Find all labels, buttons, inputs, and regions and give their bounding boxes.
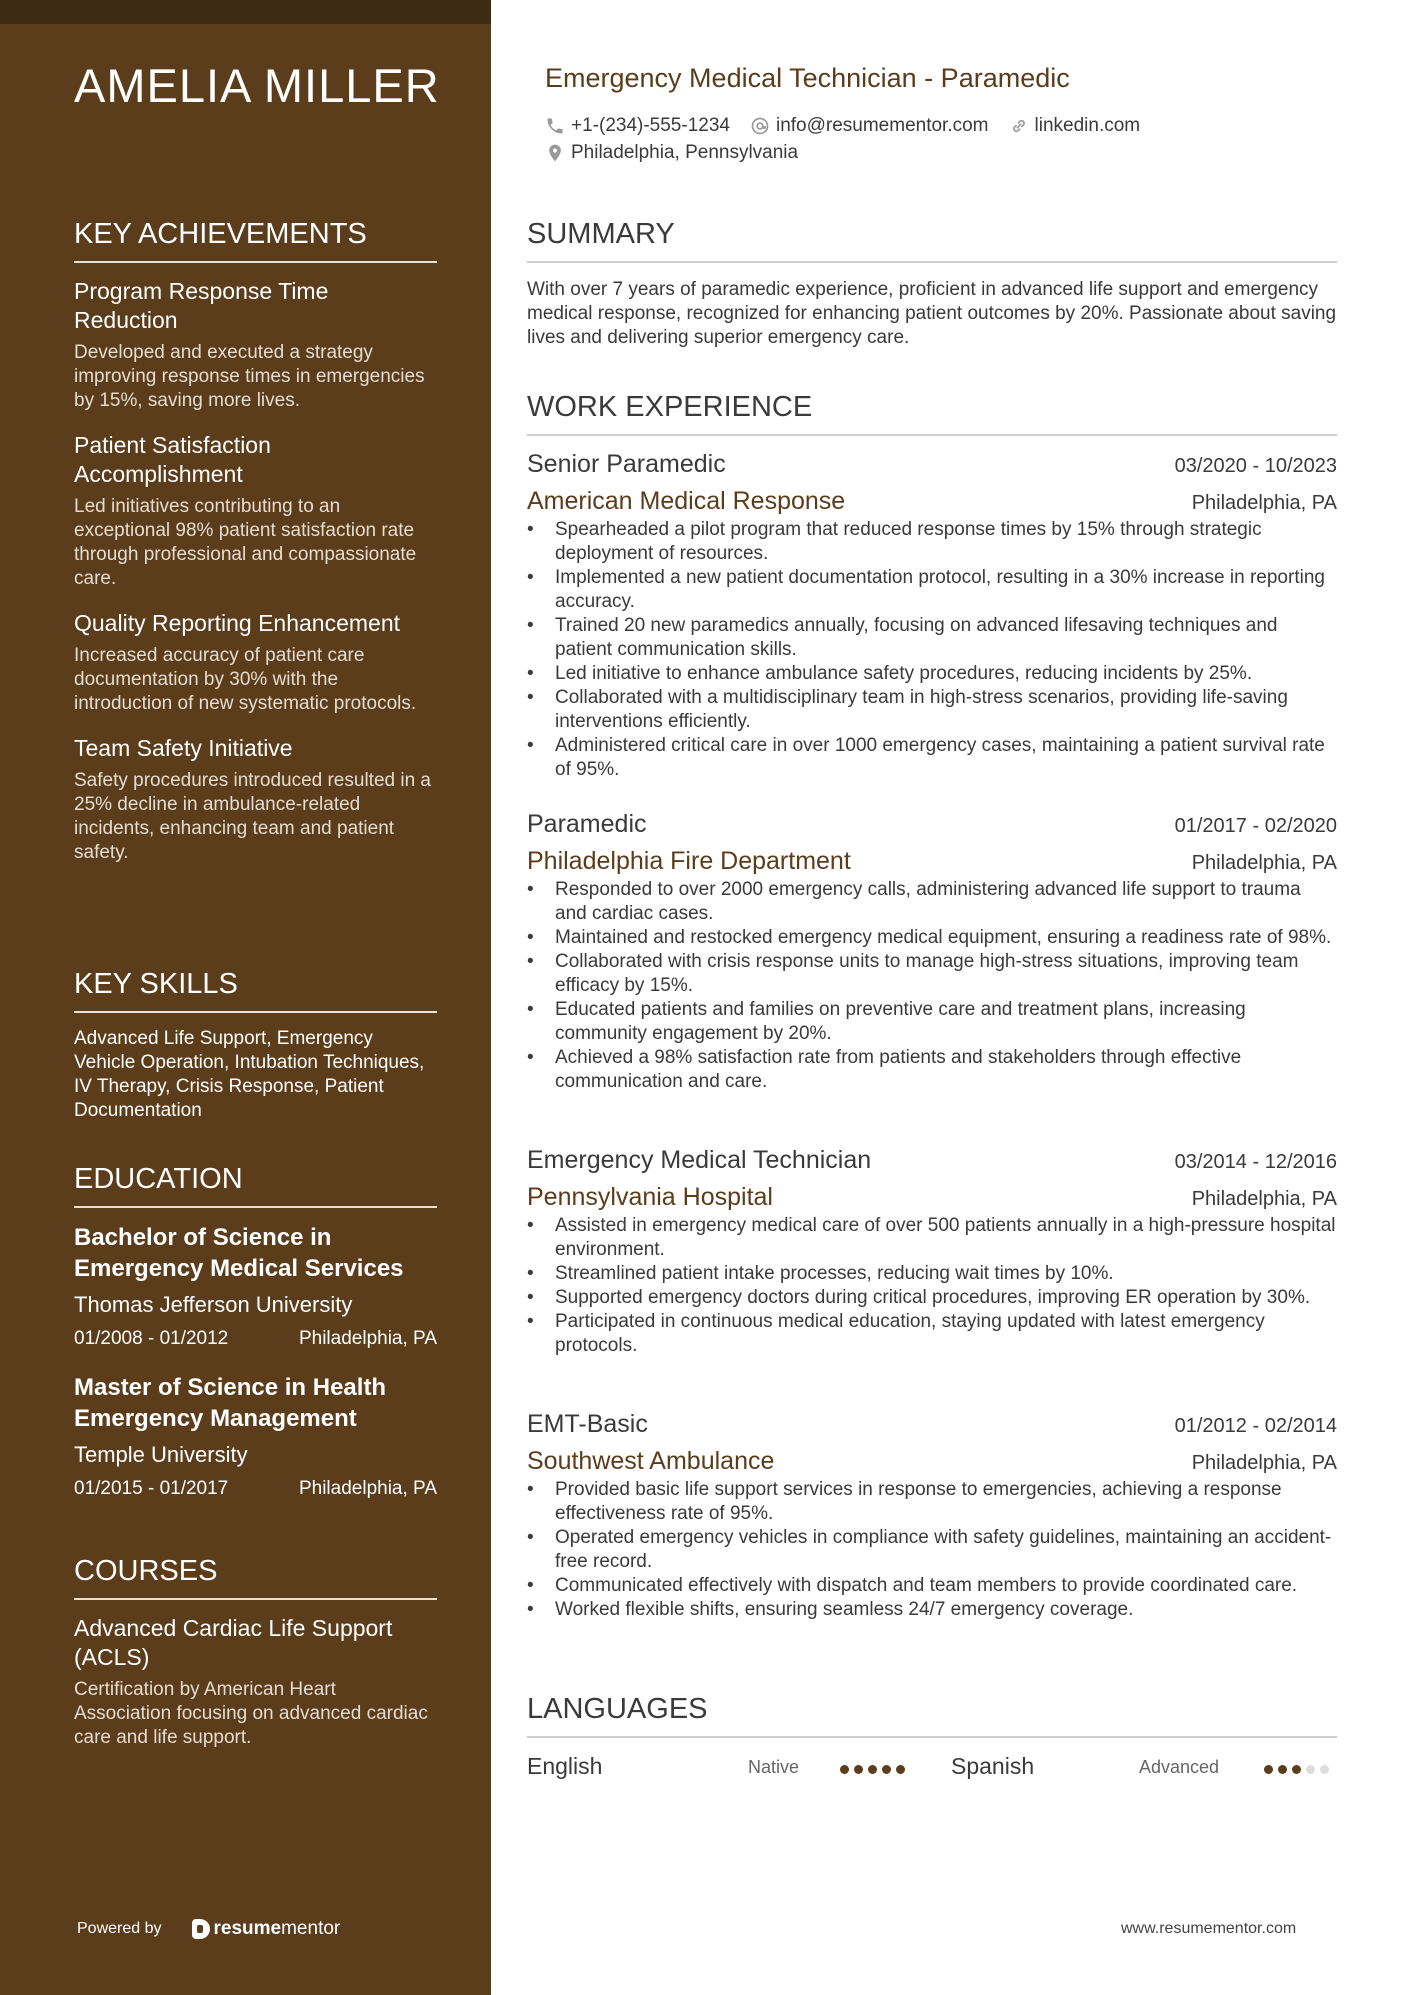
job-bullets [527,1214,1337,1358]
education-item [74,1222,437,1350]
language-level: Advanced [1139,1757,1220,1777]
brand-name-rest: mentor [281,1918,341,1939]
job-dates: 03/2020 - 10/2023 [1174,455,1337,477]
achievement-desc: Developed and executed a strategy improving response times in emergencies by 15%, saving more lives. [74,342,425,411]
achievement-item [74,609,437,716]
education-degree: Bachelor of Science in Emergency Medical Services [74,1224,404,1282]
language-name: Spanish [951,1753,1035,1779]
rating-dot-filled [882,1765,891,1774]
job-bullet: • Collaborated with a multidisciplinary team in high-stress scenarios, providing life-saving interventions efficiently. [527,686,1337,734]
job-location: Philadelphia, PA [1191,1452,1337,1474]
job-location: Philadelphia, PA [1191,492,1337,514]
at-sign-icon [750,116,770,136]
job-bullet: • Led initiative to enhance ambulance safety procedures, reducing incidents by 25%. [527,662,1337,686]
job-bullet: • Achieved a 98% satisfaction rate from patients and stakeholders through effective communication and care. [527,1046,1337,1094]
brand-logo [192,1918,341,1940]
job-bullets [527,518,1337,782]
skills-section [74,968,437,1123]
phone-text: +1-(234)-555-1234 [571,114,730,136]
location-text: Philadelphia, Pennsylvania [571,141,799,163]
footer-url[interactable]: www.resumementor.com [1121,1920,1297,1937]
job-dates: 01/2017 - 02/2020 [1174,815,1337,837]
rating-dot-filled [840,1765,849,1774]
achievement-desc: Safety procedures introduced resulted in a 25% decline in ambulance-related incidents, enhancing team and patient safety. [74,770,431,863]
education-section [74,1163,437,1522]
skills-heading: KEY SKILLS [74,968,437,1013]
education-school: Thomas Jefferson University [74,1292,353,1317]
linkedin-text[interactable]: linkedin.com [1034,114,1141,136]
rating-dot-filled [868,1765,877,1774]
job-role: Paramedic [527,810,647,838]
job-bullet: • Trained 20 new paramedics annually, focusing on advanced lifesaving techniques and patient communication skills. [527,614,1337,662]
achievement-title: Quality Reporting Enhancement [74,610,401,636]
email-text[interactable]: info@resumementor.com [775,114,989,136]
education-location: Philadelphia, PA [298,1478,437,1499]
sidebar [0,0,491,1995]
achievements-section [74,218,437,883]
job-bullet: • Educated patients and families on preventive care and treatment plans, increasing community engagement by 20%. [527,998,1337,1046]
rating-dot-filled [1278,1765,1287,1774]
job-bullet: • Implemented a new patient documentation protocol, resulting in a 30% increase in reporting accuracy. [527,566,1337,614]
contact-info [545,112,1160,166]
languages-heading: LANGUAGES [527,1693,1337,1738]
job-bullet: • Supported emergency doctors during critical procedures, improving ER operation by 30%. [527,1286,1337,1310]
job-bullets [527,878,1337,1094]
achievement-item [74,431,437,591]
course-desc: Certification by American Heart Association focusing on advanced cardiac care and life support. [74,1679,428,1748]
education-item [74,1372,437,1500]
language-name: English [527,1753,603,1779]
summary-heading: SUMMARY [527,218,1337,263]
brand-name-bold: resume [213,1918,282,1939]
experience-item [527,1146,1337,1358]
phone-icon [545,116,565,136]
location-pin-icon [545,143,565,163]
achievement-desc: Increased accuracy of patient care documentation by 30% with the introduction of new systematic protocols. [74,645,417,714]
sidebar-top-band [0,0,491,24]
achievement-desc: Led initiatives contributing to an exceptional 98% patient satisfaction rate through professional and compassionate care. [74,496,417,589]
job-bullets [527,1478,1337,1622]
contact-email[interactable] [750,115,989,137]
job-title: Emergency Medical Technician - Paramedic [545,63,1070,93]
rating-dot-filled [896,1765,905,1774]
summary-text: With over 7 years of paramedic experience, proficient in advanced life support and emergency medical response, recognized for enhancing patient outcomes by 20%. Passionate about saving lives and delivering superior emergency care. [527,279,1337,348]
job-company: Philadelphia Fire Department [527,847,851,875]
job-bullet: • Collaborated with crisis response units to manage high-stress situations, improving team efficacy by 15%. [527,950,1337,998]
link-icon [1009,116,1029,136]
job-bullet: • Streamlined patient intake processes, reducing wait times by 10%. [527,1262,1337,1286]
achievement-item [74,734,437,865]
job-bullet: • Participated in continuous medical education, staying updated with latest emergency protocols. [527,1310,1337,1358]
job-role: Senior Paramedic [527,450,726,478]
experience-item [527,450,1337,782]
course-item [74,1614,437,1750]
job-company: Southwest Ambulance [527,1447,775,1475]
languages-list [527,1753,1337,1783]
rating-dot-filled [1292,1765,1301,1774]
courses-heading: COURSES [74,1555,437,1600]
education-dates: 01/2008 - 01/2012 [74,1328,229,1349]
contact-phone [545,115,730,137]
job-bullet: • Communicated effectively with dispatch and team members to provide coordinated care. [527,1574,1337,1598]
language-level: Native [748,1757,800,1777]
job-company: American Medical Response [527,487,846,515]
rating-dot-filled [1264,1765,1273,1774]
brand-logo-icon [192,1919,210,1939]
course-title: Advanced Cardiac Life Support (ACLS) [74,1615,393,1670]
job-bullet: • Provided basic life support services in response to emergencies, achieving a response effectiveness rate of 95%. [527,1478,1337,1526]
job-role: EMT-Basic [527,1410,648,1438]
language-rating [840,1765,910,1774]
rating-dot-empty [1306,1765,1315,1774]
job-bullet: • Operated emergency vehicles in compliance with safety guidelines, maintaining an accident-free record. [527,1526,1337,1574]
job-company: Pennsylvania Hospital [527,1183,773,1211]
job-dates: 03/2014 - 12/2016 [1174,1151,1337,1173]
job-bullet: • Administered critical care in over 1000 emergency cases, maintaining a patient survival rate of 95%. [527,734,1337,782]
achievement-title: Team Safety Initiative [74,735,293,761]
education-location: Philadelphia, PA [298,1328,437,1349]
contact-linkedin[interactable] [1009,115,1141,137]
job-bullet: • Assisted in emergency medical care of over 500 patients annually in a high-pressure hospital environment. [527,1214,1337,1262]
language-rating [1264,1765,1334,1774]
job-dates: 01/2012 - 02/2014 [1174,1415,1337,1437]
job-location: Philadelphia, PA [1191,1188,1337,1210]
powered-by-label: Powered by [77,1920,162,1937]
education-heading: EDUCATION [74,1163,437,1208]
experience-heading: WORK EXPERIENCE [527,391,1337,436]
rating-dot-filled [854,1765,863,1774]
experience-item [527,1410,1337,1622]
skills-list: Advanced Life Support, Emergency Vehicle Operation, Intubation Techniques, IV Therapy, Crisis Response, Patient Documentation [74,1028,425,1121]
contact-location [545,142,798,164]
job-bullet: • Worked flexible shifts, ensuring seamless 24/7 emergency coverage. [527,1598,1337,1622]
courses-section [74,1555,437,1768]
experience-item [527,810,1337,1094]
powered-by [77,1918,340,1940]
education-school: Temple University [74,1442,248,1467]
job-bullet: • Spearheaded a pilot program that reduced response times by 15% through strategic deployment of resources. [527,518,1337,566]
achievement-item [74,277,437,413]
job-bullet: • Responded to over 2000 emergency calls, administering advanced life support to trauma and cardiac cases. [527,878,1337,926]
achievement-title: Program Response Time Reduction [74,278,329,333]
job-location: Philadelphia, PA [1191,852,1337,874]
job-role: Emergency Medical Technician [527,1146,872,1174]
job-bullet: • Maintained and restocked emergency medical equipment, ensuring a readiness rate of 98%. [527,926,1337,950]
achievements-heading: KEY ACHIEVEMENTS [74,218,437,263]
candidate-name: AMELIA MILLER [74,59,440,112]
achievement-title: Patient Satisfaction Accomplishment [74,432,271,487]
education-degree: Master of Science in Health Emergency Management [74,1374,387,1432]
rating-dot-empty [1320,1765,1329,1774]
education-dates: 01/2015 - 01/2017 [74,1478,229,1499]
